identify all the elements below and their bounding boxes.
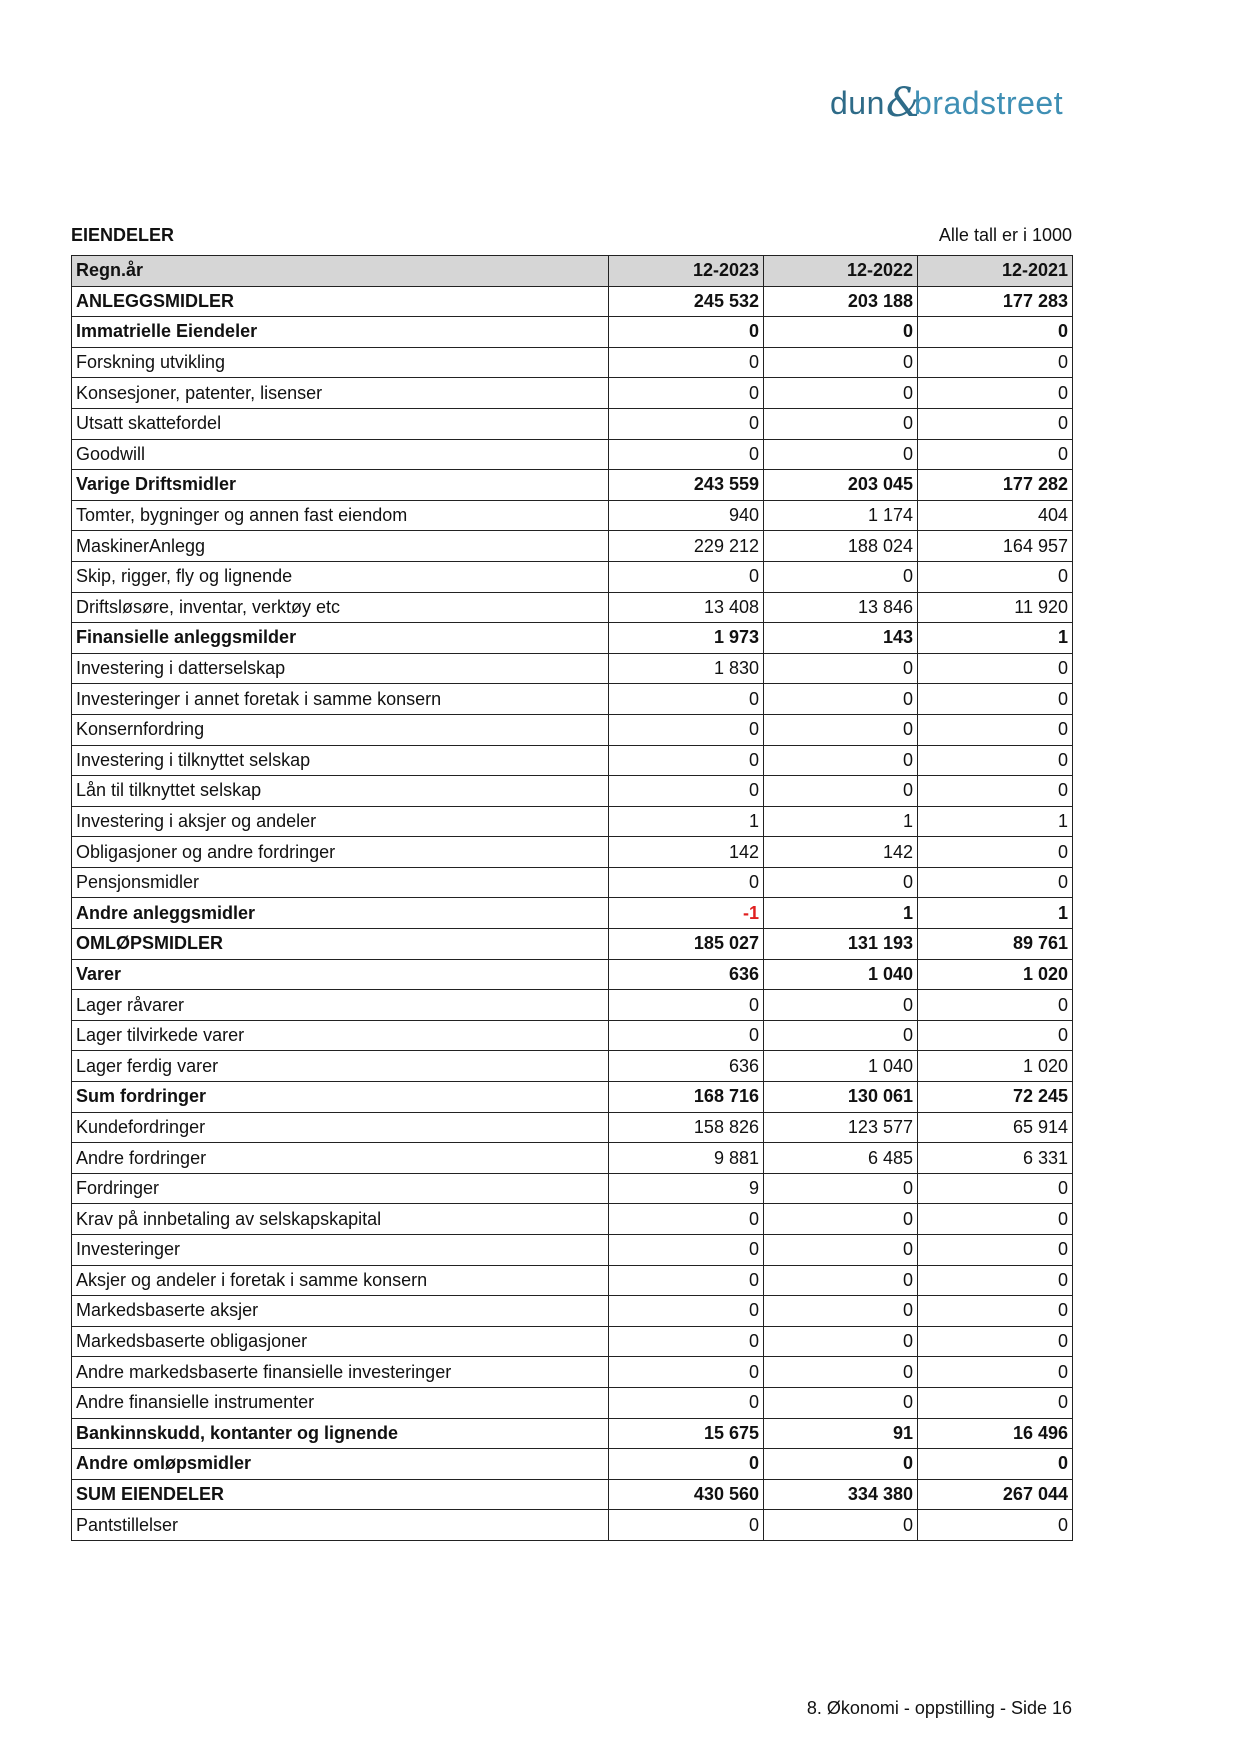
table-row bbox=[72, 470, 1073, 501]
column-header-2021: 12-2021 bbox=[918, 256, 1073, 287]
row-value: 9 bbox=[609, 1173, 764, 1204]
dun-bradstreet-logo bbox=[830, 80, 1070, 124]
row-label: Finansielle anleggsmilder bbox=[72, 623, 609, 654]
row-value: 0 bbox=[918, 1173, 1073, 1204]
table-row bbox=[72, 1082, 1073, 1113]
row-value: 0 bbox=[918, 867, 1073, 898]
table-row bbox=[72, 1020, 1073, 1051]
row-value: 91 bbox=[764, 1418, 918, 1449]
table-row bbox=[72, 439, 1073, 470]
row-value: 0 bbox=[918, 1510, 1073, 1541]
row-value: 0 bbox=[918, 1204, 1073, 1235]
svg-text:&: & bbox=[886, 80, 922, 124]
row-value: 0 bbox=[764, 439, 918, 470]
row-value: 636 bbox=[609, 959, 764, 990]
table-row bbox=[72, 592, 1073, 623]
row-value: 0 bbox=[609, 1296, 764, 1327]
row-value: 0 bbox=[609, 1357, 764, 1388]
row-label: MaskinerAnlegg bbox=[72, 531, 609, 562]
row-value: 1 bbox=[918, 623, 1073, 654]
table-row bbox=[72, 959, 1073, 990]
row-value: 158 826 bbox=[609, 1112, 764, 1143]
row-value: 6 331 bbox=[918, 1143, 1073, 1174]
table-row bbox=[72, 286, 1073, 317]
row-label: OMLØPSMIDLER bbox=[72, 929, 609, 960]
table-row bbox=[72, 378, 1073, 409]
row-value: 0 bbox=[609, 990, 764, 1021]
row-value: 177 283 bbox=[918, 286, 1073, 317]
row-value: 1 973 bbox=[609, 623, 764, 654]
row-value: 72 245 bbox=[918, 1082, 1073, 1113]
row-value: 0 bbox=[764, 317, 918, 348]
row-label: Skip, rigger, fly og lignende bbox=[72, 561, 609, 592]
row-label: Varige Driftsmidler bbox=[72, 470, 609, 501]
row-label: Investeringer bbox=[72, 1235, 609, 1266]
table-row bbox=[72, 500, 1073, 531]
row-label: Lager ferdig varer bbox=[72, 1051, 609, 1082]
row-value: 203 188 bbox=[764, 286, 918, 317]
balance-table bbox=[71, 255, 1073, 1541]
row-value: 0 bbox=[764, 1387, 918, 1418]
row-value: 0 bbox=[609, 1510, 764, 1541]
section-title: EIENDELER bbox=[71, 225, 175, 245]
row-value: 0 bbox=[609, 1387, 764, 1418]
row-value: 177 282 bbox=[918, 470, 1073, 501]
table-row bbox=[72, 714, 1073, 745]
row-value: 15 675 bbox=[609, 1418, 764, 1449]
table-row bbox=[72, 1510, 1073, 1541]
row-value: 0 bbox=[918, 990, 1073, 1021]
row-label: SUM EIENDELER bbox=[72, 1479, 609, 1510]
table-row bbox=[72, 684, 1073, 715]
row-value: 636 bbox=[609, 1051, 764, 1082]
table-row bbox=[72, 1204, 1073, 1235]
row-value: 0 bbox=[918, 684, 1073, 715]
table-row bbox=[72, 561, 1073, 592]
row-label: Investering i datterselskap bbox=[72, 653, 609, 684]
row-label: Lager råvarer bbox=[72, 990, 609, 1021]
page-footer: 8. Økonomi - oppstilling - Side 16 bbox=[806, 1698, 1072, 1718]
table-row bbox=[72, 1051, 1073, 1082]
table-row bbox=[72, 1235, 1073, 1266]
row-value: 9 881 bbox=[609, 1143, 764, 1174]
row-label: Fordringer bbox=[72, 1173, 609, 1204]
table-row bbox=[72, 1387, 1073, 1418]
row-value: 188 024 bbox=[764, 531, 918, 562]
row-value: 0 bbox=[918, 347, 1073, 378]
row-label: Andre omløpsmidler bbox=[72, 1449, 609, 1480]
row-value: 0 bbox=[609, 684, 764, 715]
row-label: Pantstillelser bbox=[72, 1510, 609, 1541]
table-row bbox=[72, 653, 1073, 684]
table-row bbox=[72, 1326, 1073, 1357]
row-value: 229 212 bbox=[609, 531, 764, 562]
row-value: 1 020 bbox=[918, 1051, 1073, 1082]
row-value: 13 408 bbox=[609, 592, 764, 623]
row-value: 0 bbox=[764, 1357, 918, 1388]
row-value: 0 bbox=[764, 714, 918, 745]
table-row bbox=[72, 867, 1073, 898]
row-label: Investering i aksjer og andeler bbox=[72, 806, 609, 837]
row-label: Andre finansielle instrumenter bbox=[72, 1387, 609, 1418]
table-row bbox=[72, 1265, 1073, 1296]
row-value: 245 532 bbox=[609, 286, 764, 317]
row-value: 0 bbox=[609, 1449, 764, 1480]
row-value: 1 bbox=[764, 898, 918, 929]
row-value: 0 bbox=[764, 561, 918, 592]
row-value: 0 bbox=[764, 1326, 918, 1357]
row-value: 243 559 bbox=[609, 470, 764, 501]
row-label: Lån til tilknyttet selskap bbox=[72, 776, 609, 807]
table-row bbox=[72, 1418, 1073, 1449]
row-value: 0 bbox=[918, 653, 1073, 684]
row-value: 0 bbox=[609, 378, 764, 409]
row-label: Tomter, bygninger og annen fast eiendom bbox=[72, 500, 609, 531]
row-value: 0 bbox=[609, 776, 764, 807]
row-value: 0 bbox=[609, 1265, 764, 1296]
row-value: 0 bbox=[918, 378, 1073, 409]
table-row bbox=[72, 745, 1073, 776]
table-row bbox=[72, 990, 1073, 1021]
row-value: 0 bbox=[609, 317, 764, 348]
row-value: 334 380 bbox=[764, 1479, 918, 1510]
table-row bbox=[72, 837, 1073, 868]
row-value: 0 bbox=[918, 1357, 1073, 1388]
row-value: 0 bbox=[764, 1265, 918, 1296]
row-value: 1 bbox=[918, 806, 1073, 837]
row-label: Markedsbaserte aksjer bbox=[72, 1296, 609, 1327]
row-value: 0 bbox=[764, 1204, 918, 1235]
row-value: 0 bbox=[918, 1387, 1073, 1418]
row-value: 0 bbox=[918, 714, 1073, 745]
row-value: 0 bbox=[918, 1235, 1073, 1266]
row-label: Kundefordringer bbox=[72, 1112, 609, 1143]
row-value: 0 bbox=[764, 1296, 918, 1327]
row-value: 0 bbox=[609, 1204, 764, 1235]
row-value: 0 bbox=[918, 439, 1073, 470]
row-value: 0 bbox=[764, 990, 918, 1021]
table-row bbox=[72, 1479, 1073, 1510]
row-label: Konsesjoner, patenter, lisenser bbox=[72, 378, 609, 409]
table-row bbox=[72, 806, 1073, 837]
row-value: 0 bbox=[609, 714, 764, 745]
table-row bbox=[72, 929, 1073, 960]
row-value: -1 bbox=[609, 898, 764, 929]
row-value: 0 bbox=[609, 408, 764, 439]
row-label: Aksjer og andeler i foretak i samme konsern bbox=[72, 1265, 609, 1296]
row-label: Driftsløsøre, inventar, verktøy etc bbox=[72, 592, 609, 623]
row-label: Andre fordringer bbox=[72, 1143, 609, 1174]
table-row bbox=[72, 898, 1073, 929]
row-value: 143 bbox=[764, 623, 918, 654]
row-label: Lager tilvirkede varer bbox=[72, 1020, 609, 1051]
row-value: 0 bbox=[764, 408, 918, 439]
table-row bbox=[72, 1357, 1073, 1388]
row-value: 0 bbox=[918, 1020, 1073, 1051]
table-row bbox=[72, 347, 1073, 378]
row-value: 0 bbox=[918, 745, 1073, 776]
row-value: 130 061 bbox=[764, 1082, 918, 1113]
row-value: 131 193 bbox=[764, 929, 918, 960]
table-row bbox=[72, 1112, 1073, 1143]
row-value: 0 bbox=[918, 776, 1073, 807]
row-label: Andre anleggsmidler bbox=[72, 898, 609, 929]
row-value: 1 bbox=[764, 806, 918, 837]
row-value: 185 027 bbox=[609, 929, 764, 960]
table-row bbox=[72, 1296, 1073, 1327]
row-value: 0 bbox=[764, 1020, 918, 1051]
row-value: 13 846 bbox=[764, 592, 918, 623]
row-value: 203 045 bbox=[764, 470, 918, 501]
row-label: Goodwill bbox=[72, 439, 609, 470]
row-label: Investeringer i annet foretak i samme konsern bbox=[72, 684, 609, 715]
table-row bbox=[72, 531, 1073, 562]
row-value: 1 830 bbox=[609, 653, 764, 684]
row-label: Pensjonsmidler bbox=[72, 867, 609, 898]
row-value: 1 bbox=[918, 898, 1073, 929]
row-value: 0 bbox=[764, 776, 918, 807]
row-value: 0 bbox=[609, 1326, 764, 1357]
row-value: 0 bbox=[764, 653, 918, 684]
row-value: 0 bbox=[918, 1326, 1073, 1357]
column-header-2023: 12-2023 bbox=[609, 256, 764, 287]
row-value: 1 040 bbox=[764, 959, 918, 990]
table-row bbox=[72, 776, 1073, 807]
column-header-2022: 12-2022 bbox=[764, 256, 918, 287]
table-row bbox=[72, 1173, 1073, 1204]
row-value: 0 bbox=[764, 745, 918, 776]
row-value: 0 bbox=[918, 408, 1073, 439]
svg-text:bradstreet: bradstreet bbox=[914, 85, 1064, 121]
row-value: 1 040 bbox=[764, 1051, 918, 1082]
row-value: 65 914 bbox=[918, 1112, 1073, 1143]
row-value: 168 716 bbox=[609, 1082, 764, 1113]
row-label: ANLEGGSMIDLER bbox=[72, 286, 609, 317]
row-value: 0 bbox=[764, 1235, 918, 1266]
row-value: 0 bbox=[918, 1449, 1073, 1480]
row-label: Utsatt skattefordel bbox=[72, 408, 609, 439]
table-row bbox=[72, 408, 1073, 439]
row-value: 0 bbox=[764, 1449, 918, 1480]
row-value: 0 bbox=[609, 561, 764, 592]
row-value: 1 020 bbox=[918, 959, 1073, 990]
row-value: 0 bbox=[609, 867, 764, 898]
row-value: 0 bbox=[609, 347, 764, 378]
row-value: 142 bbox=[764, 837, 918, 868]
row-label: Konsernfordring bbox=[72, 714, 609, 745]
row-value: 0 bbox=[764, 684, 918, 715]
table-header-row bbox=[72, 256, 1073, 287]
svg-text:dun: dun bbox=[830, 85, 885, 121]
row-label: Obligasjoner og andre fordringer bbox=[72, 837, 609, 868]
row-value: 0 bbox=[609, 1020, 764, 1051]
row-value: 267 044 bbox=[918, 1479, 1073, 1510]
row-label: Forskning utvikling bbox=[72, 347, 609, 378]
row-value: 0 bbox=[609, 745, 764, 776]
row-value: 0 bbox=[609, 439, 764, 470]
row-label: Sum fordringer bbox=[72, 1082, 609, 1113]
row-value: 0 bbox=[918, 561, 1073, 592]
row-value: 164 957 bbox=[918, 531, 1073, 562]
row-label: Investering i tilknyttet selskap bbox=[72, 745, 609, 776]
row-label: Varer bbox=[72, 959, 609, 990]
row-value: 0 bbox=[918, 1296, 1073, 1327]
row-value: 0 bbox=[764, 1510, 918, 1541]
section-header bbox=[71, 225, 1072, 249]
row-value: 0 bbox=[764, 347, 918, 378]
row-value: 404 bbox=[918, 500, 1073, 531]
column-header-label: Regn.år bbox=[72, 256, 609, 287]
row-value: 89 761 bbox=[918, 929, 1073, 960]
row-label: Bankinnskudd, kontanter og lignende bbox=[72, 1418, 609, 1449]
row-value: 0 bbox=[918, 837, 1073, 868]
row-value: 6 485 bbox=[764, 1143, 918, 1174]
row-value: 16 496 bbox=[918, 1418, 1073, 1449]
row-value: 1 bbox=[609, 806, 764, 837]
row-label: Immatrielle Eiendeler bbox=[72, 317, 609, 348]
row-value: 11 920 bbox=[918, 592, 1073, 623]
row-value: 0 bbox=[764, 378, 918, 409]
row-value: 142 bbox=[609, 837, 764, 868]
row-label: Markedsbaserte obligasjoner bbox=[72, 1326, 609, 1357]
row-label: Krav på innbetaling av selskapskapital bbox=[72, 1204, 609, 1235]
units-note: Alle tall er i 1000 bbox=[938, 225, 1072, 245]
row-label: Andre markedsbaserte finansielle investeringer bbox=[72, 1357, 609, 1388]
table-row bbox=[72, 623, 1073, 654]
table-row bbox=[72, 1143, 1073, 1174]
row-value: 0 bbox=[609, 1235, 764, 1266]
row-value: 940 bbox=[609, 500, 764, 531]
row-value: 0 bbox=[918, 317, 1073, 348]
row-value: 0 bbox=[918, 1265, 1073, 1296]
table-row bbox=[72, 317, 1073, 348]
row-value: 0 bbox=[764, 867, 918, 898]
table-row bbox=[72, 1449, 1073, 1480]
row-value: 430 560 bbox=[609, 1479, 764, 1510]
row-value: 123 577 bbox=[764, 1112, 918, 1143]
row-value: 1 174 bbox=[764, 500, 918, 531]
row-value: 0 bbox=[764, 1173, 918, 1204]
